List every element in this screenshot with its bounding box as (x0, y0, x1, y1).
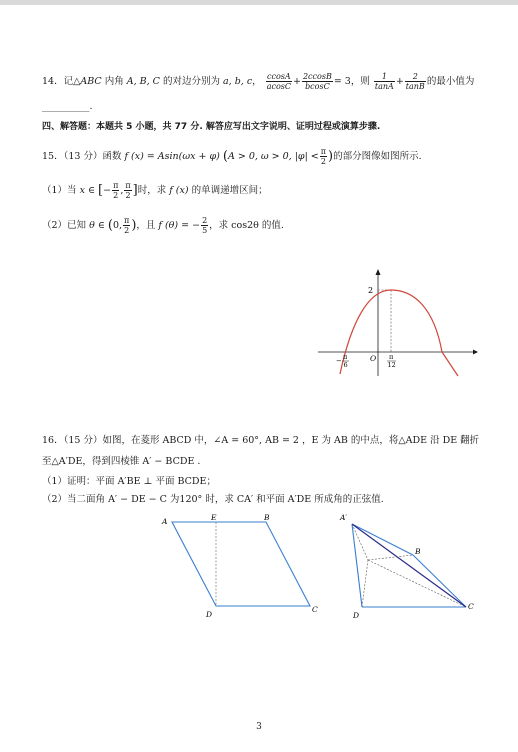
label-e: E (211, 513, 217, 522)
label-c: C (312, 605, 318, 614)
x-left-den: 6 (343, 361, 348, 369)
label-b: B (264, 513, 270, 522)
top-bar (0, 0, 518, 5)
fraction: $\frac{2ccosB}{bcosC}$ (302, 72, 332, 91)
y-axis-arrow (376, 269, 381, 275)
q14-blank: __________. (42, 101, 93, 112)
origin-label: O (370, 354, 377, 363)
x-right-den: 12 (387, 361, 396, 369)
x-left-num: π (343, 353, 348, 361)
q14-line1: 14．记△ABC 内角 A, B, C 的对边分别为 a, b, c， $\frac{ccosA}{acosC}$ + $\frac{2ccosB}{bcosC}$ = 3，则 $\frac{1}{\tan A}$ + $\frac{2}{\tan B}$ 的最小值为 (42, 72, 475, 91)
x-axis-arrow (473, 350, 478, 355)
label-c: C (468, 602, 474, 611)
page-number: 3 (256, 722, 262, 732)
x-left-sign: − (336, 357, 342, 365)
label-d: D (353, 611, 360, 620)
y-max-label: 2 (368, 286, 374, 295)
rhombus (172, 522, 310, 606)
label-d: D (206, 610, 213, 619)
label-a: A (162, 517, 168, 526)
q16-line2: 至△A′DE，得到四棱锥 A′ − BCDE . (42, 456, 201, 467)
q16-part1: （1）证明：平面 A′BE ⊥ 平面 BCDE； (42, 476, 216, 487)
fraction: $\frac{1}{\tan A}$ (374, 72, 394, 91)
q16-line1: 16．（15 分）如图，在菱形 ABCD 中，∠A = 60°, AB = 2 ，E 为 AB 的中点，将△ADE 沿 DE 翻折 (42, 435, 480, 446)
edge-ca (352, 524, 466, 607)
fraction: $\frac{2}{\tan B}$ (405, 72, 425, 91)
label-a-prime: A′ (340, 513, 348, 522)
section-heading: 四、解答题：本题共 5 小题，共 77 分. 解答应写出文字说明、证明过程或演算步骤. (42, 122, 381, 132)
pyramid-figure (338, 508, 478, 624)
q15-part2: （2）已知 θ ∈ (0, $\frac{\pi}{2}$ )，且 f (θ) = − $\frac{2}{5}$ ，求 cos2θ 的值. (42, 216, 284, 235)
q15-stem: 15．（13 分）函数 f (x) = Asin(ωx + φ) (A > 0, ω > 0, |φ| < $\frac{\pi}{2}$ )的部分图像如图所示. (42, 147, 422, 166)
fraction: $\frac{ccosA}{acosC}$ (266, 72, 291, 91)
q15-part1: （1）当 x ∈ [− $\frac{\pi}{2}$ , $\frac{\pi}{2}$ ]时，求 f (x) 的单调递增区间； (42, 181, 268, 200)
q16-part2: （2）当二面角 A′ − DE − C 为120° 时，求 CA′ 和平面 A′DE 所成角的正弦值. (42, 494, 384, 505)
sine-graph (318, 268, 478, 380)
rhombus-figure (160, 510, 330, 622)
label-b: B (415, 547, 421, 556)
sine-curve (340, 290, 458, 376)
x-right-num: π (389, 353, 394, 361)
